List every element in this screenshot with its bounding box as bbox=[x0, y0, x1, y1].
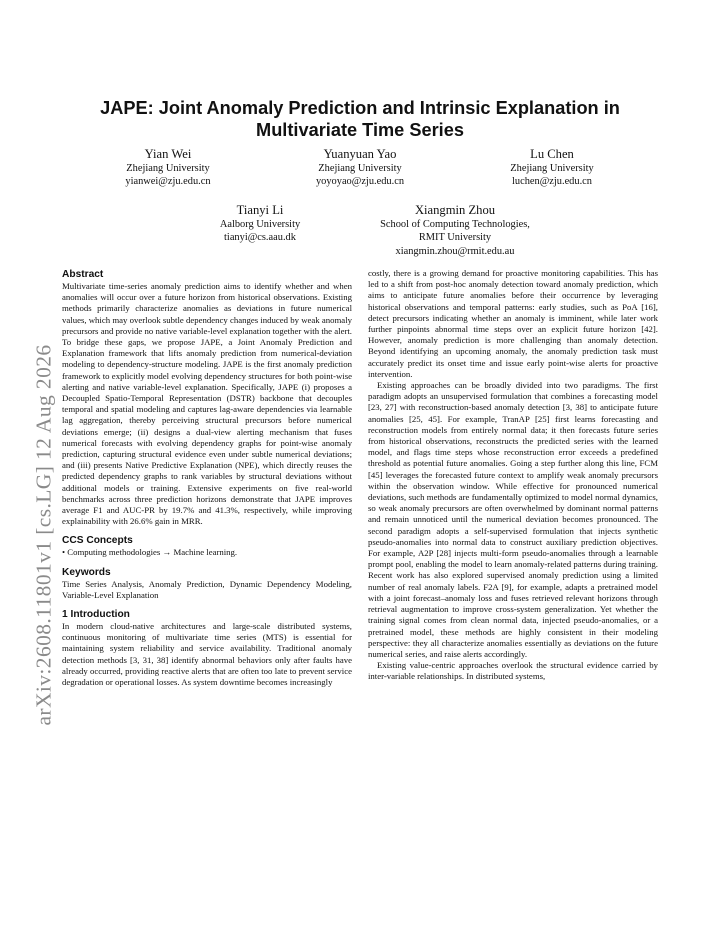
abstract-heading: Abstract bbox=[62, 269, 104, 280]
left-column bbox=[62, 268, 352, 688]
right-column bbox=[368, 268, 658, 683]
keywords-heading: Keywords bbox=[62, 566, 111, 578]
author-block bbox=[98, 148, 238, 189]
author-block bbox=[482, 148, 622, 189]
author-email: yianwei@zju.edu.cn bbox=[125, 176, 211, 188]
author-email: luchen@zju.edu.cn bbox=[512, 176, 592, 188]
arxiv-identifier-text: arXiv:2608.11801v1 [cs.LG] 12 Aug 2026 bbox=[31, 344, 56, 726]
arxiv-identifier bbox=[24, 320, 64, 750]
ccs-concepts: • Computing methodologies → Machine learning. bbox=[62, 547, 238, 558]
author-affiliation-line2: RMIT University bbox=[418, 232, 492, 244]
abstract-text: Multivariate time-series anomaly prediction aims to identify whether and when anomalies will occur over a future horizon from historical observations. Existing methods primarily characterize anomalies as deviations in future numerical values, which may overlook subtle dependency changes induced by weak anomaly precursors and provide no native variable-level explanation together with the alert. To bridge these gaps, we propose JAPE, a Joint Anomaly Prediction and Explanation framework that lifts anomaly prediction from numerical-deviation modeling to dependency-structure modeling. JAPE is the first anomaly prediction framework to explicitly model evolving dependency structures for both point-wise alerting and native variable-level explanation. Specifically, JAPE (i) proposes a Decoupled Spatio-Temporal Representation (DSTR) backbone that decouples temporal and spatial modeling and captures lag-aware dependencies via learnable lag aggregation, thereby perceiving structural precursors before numerical deviations emerge; (ii) designs a dual-view alerting mechanism that fuses numerical forecasts with evolving dependency graphs for point-wise anomaly prediction, capturing structural evidence even under subtle numerical deviations; and (iii) presents Native Predictive Explanation (NPE), which directly reuses the predicted dependency graphs to rank variables by structural deviations without additional models or training. Extensive experiments on five real-world benchmarks across three prediction horizons demonstrate that JAPE improves average F1 and AUC-PR by 19.7% and 41.3%, respectively, while improving explainability with 26.6% gain in MRR. bbox=[62, 281, 352, 527]
author-affiliation: Zhejiang University bbox=[126, 162, 210, 174]
author-name: Yian Wei bbox=[144, 147, 192, 161]
author-affiliation: School of Computing Technologies, bbox=[380, 218, 530, 230]
author-affiliation: Zhejiang University bbox=[510, 162, 594, 174]
body-paragraph: Existing value-centric approaches overlook the structural evidence carried by inter-variable relationships. In distributed systems, bbox=[368, 660, 658, 682]
author-affiliation: Zhejiang University bbox=[318, 162, 402, 174]
author-block bbox=[290, 148, 430, 189]
author-block bbox=[360, 204, 550, 258]
keywords-text: Time Series Analysis, Anomaly Prediction, Dynamic Dependency Modeling, Variable-Level Explanation bbox=[62, 578, 352, 600]
author-block bbox=[190, 204, 330, 245]
author-name: Yuanyuan Yao bbox=[323, 147, 397, 161]
author-email: yoyoyao@zju.edu.cn bbox=[315, 176, 405, 188]
body-paragraph: Existing approaches can be broadly divided into two paradigms. The first paradigm adopts an unsupervised formulation that combines a forecasting model [23, 27] with reconstruction-based anomaly detection [3, 38] to anticipate future anomalies [25, 45]. For example, TranAP [25] first learns forecasting and reconstruction models from entirely normal data; it then forecasts future series from historical observations, reconstructs the predicted series with the learned model, and flags time steps whose reconstruction error exceeds a predefined threshold as potential future anomalies. Going a step further along this line, FCM [45] leverages the forecasted future context to amplify weak anomaly precursors within the observation window. While effective for pronounced numerical deviations, such methods are fundamentally optimized to model normal dynamics, so weak anomaly precursors are often overwhelmed by dominant normal patterns and remain unnoticed until the numerical deviation becomes pronounced. The second paradigm adopts a self-supervised formulation that injects synthetic pseudo-anomalies into normal data to construct auxiliary prediction objectives. For example, A2P [28] injects multi-form pseudo-anomalies through a learnable prompt pool, enabling the model to learn anomaly-related patterns during training. Recent work has also explored supervised anomaly prediction using a limited number of real anomaly labels. F2A [9], for example, adapts a pretrained model with a joint forecast–anomaly loss and fuses retrieved relevant horizons through retrieval augmentation to improve cross-system generalization. Yet whether the training signal comes from clean normal data, injected pseudo-anomalies, or a pretrained model, these methods are highly consistent in their modeling perspective: they all characterize anomalies essentially as deviations on the future numerical series, and raise alerts accordingly. bbox=[368, 380, 658, 659]
author-email: tianyi@cs.aau.dk bbox=[224, 232, 296, 244]
paper-title: JAPE: Joint Anomaly Prediction and Intrinsic Explanation in Multivariate Time Series bbox=[100, 98, 620, 140]
author-name: Tianyi Li bbox=[236, 203, 284, 217]
ccs-heading: CCS Concepts bbox=[62, 535, 133, 547]
section-heading: 1 Introduction bbox=[62, 609, 130, 621]
author-name: Xiangmin Zhou bbox=[414, 203, 496, 217]
body-paragraph: costly, there is a growing demand for proactive monitoring capabilities. This has led to a shift from post-hoc anomaly detection toward anomaly prediction, which aims to anticipate future anomalies before their occurrence by leveraging historical observations and temporal patterns: early studies, such as PoA [16], detect precursors indicating whether an anomaly is imminent, while later work further pinpoints abnormal time steps over an explicit future horizon [42]. However, anomaly prediction is more challenging than anomaly detection. Beyond identifying an upcoming anomaly, the anomaly prediction task must accurately predict its onset time and issue early point-wise alerts for proactive intervention. bbox=[368, 268, 658, 379]
author-affiliation: Aalborg University bbox=[219, 218, 301, 230]
intro-paragraph: In modern cloud-native architectures and large-scale distributed systems, continuous monitoring of multivariate time series (MTS) is essential for maintaining system reliability and service availability. Traditional anomaly detection methods [3, 31, 38] identify abnormal behaviors only after faults have already occurred, providing reactive alerts that are often too late to prevent service degradation or operational losses. As system downtime becomes increasingly bbox=[62, 621, 352, 688]
author-name: Lu Chen bbox=[530, 147, 574, 161]
author-email: xiangmin.zhou@rmit.edu.au bbox=[395, 245, 515, 257]
